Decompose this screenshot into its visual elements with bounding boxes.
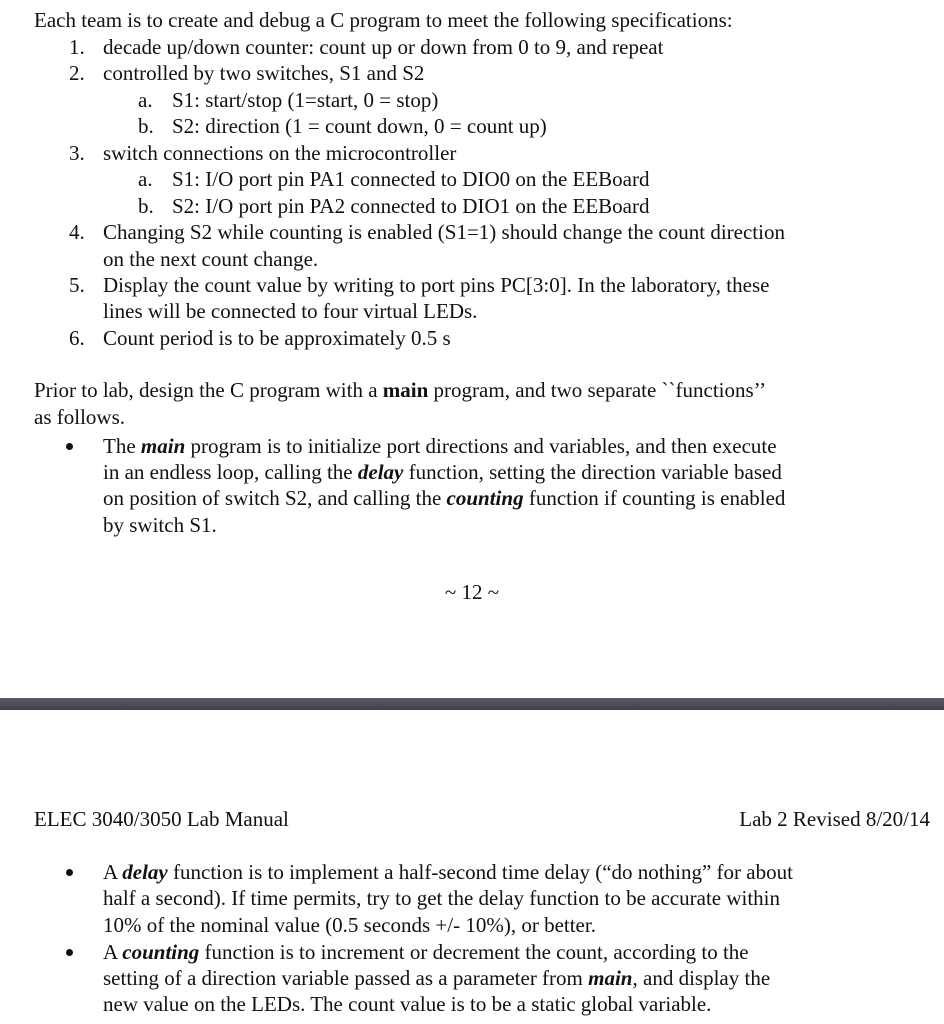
counting-bullet-line: setting of a direction variable passed as a parameter from main, and display the [103, 966, 771, 990]
page-separator-bar [0, 698, 944, 710]
subspec-letter: a. [138, 88, 153, 112]
spec-text: Display the count value by writing to port pins PC[3:0]. In the laboratory, these [103, 273, 770, 297]
intro-text: Each team is to create and debug a C program to meet the following specifications: [34, 8, 733, 32]
subspec-letter: b. [138, 194, 154, 218]
spec-text: Changing S2 while counting is enabled (S1=1) should change the count direction [103, 220, 785, 244]
page-separator [0, 690, 944, 718]
spec-number: 2. [69, 61, 85, 85]
main-keyword: main [382, 378, 429, 402]
bullet-icon [66, 869, 73, 876]
subspec-letter: b. [138, 114, 154, 138]
page-number: ~ 12 ~ [444, 580, 500, 604]
header-left: ELEC 3040/3050 Lab Manual [34, 807, 289, 831]
spec-text-continued: on the next count change. [103, 247, 319, 271]
subspec-letter: a. [138, 167, 153, 191]
subspec-text: S2: I/O port pin PA2 connected to DIO1 on the EEBoard [172, 194, 650, 218]
spec-text: controlled by two switches, S1 and S2 [103, 61, 425, 85]
delay-bullet-line: half a second). If time permits, try to get the delay function to be accurate within [103, 886, 781, 910]
spec-text: Count period is to be approximately 0.5 s [103, 326, 451, 350]
page-13 [0, 718, 944, 1024]
spec-number: 6. [69, 326, 85, 350]
main-bullet-line: in an endless loop, calling the delay function, setting the direction variable based [103, 460, 782, 484]
prior-paragraph-line: Prior to lab, design the C program with a main program, and two separate ``functions’’ [34, 378, 767, 402]
subspec-text: S2: direction (1 = count down, 0 = count up) [172, 114, 547, 138]
spec-number: 4. [69, 220, 85, 244]
spec-text-continued: lines will be connected to four virtual LEDs. [103, 299, 478, 323]
spec-text: switch connections on the microcontroller [103, 141, 457, 165]
main-bullet-line: The main program is to initialize port directions and variables, and then execute [103, 434, 777, 458]
main-bullet-line: by switch S1. [103, 513, 217, 537]
header-right: Lab 2 Revised 8/20/14 [739, 807, 930, 831]
subspec-text: S1: start/stop (1=start, 0 = stop) [172, 88, 439, 112]
delay-bullet-line: A delay function is to implement a half-second time delay (“do nothing” for about [103, 860, 793, 884]
bullet-icon [66, 949, 73, 956]
spec-number: 3. [69, 141, 85, 165]
counting-bullet-line: A counting function is to increment or decrement the count, according to the [103, 940, 749, 964]
bullet-icon [66, 443, 73, 450]
spec-text: decade up/down counter: count up or down from 0 to 9, and repeat [103, 35, 664, 59]
spec-number: 5. [69, 273, 85, 297]
counting-bullet-line: new value on the LEDs. The count value is to be a static global variable. [103, 992, 712, 1016]
subspec-text: S1: I/O port pin PA1 connected to DIO0 on the EEBoard [172, 167, 650, 191]
spec-number: 1. [69, 35, 85, 59]
main-bullet-line: on position of switch S2, and calling the counting function if counting is enabled [103, 486, 786, 510]
prior-paragraph-line: as follows. [34, 405, 125, 429]
delay-bullet-line: 10% of the nominal value (0.5 seconds +/- 10%), or better. [103, 913, 596, 937]
